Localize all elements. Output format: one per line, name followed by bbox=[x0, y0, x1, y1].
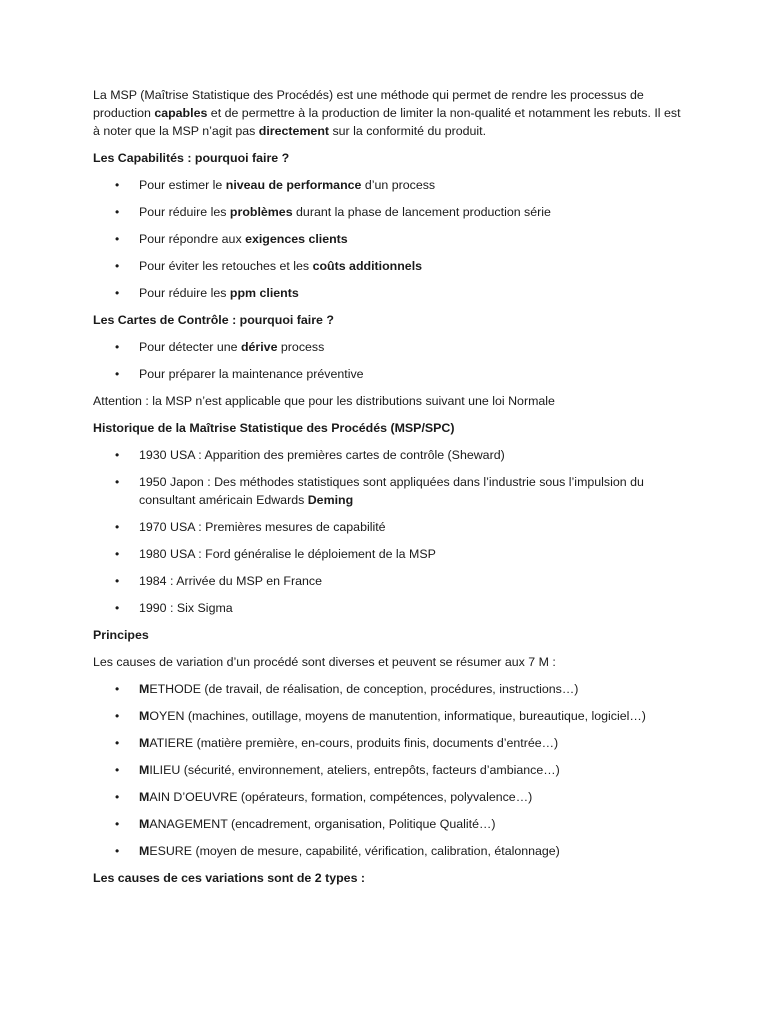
bullet-icon: • bbox=[115, 736, 120, 750]
list-item bbox=[93, 518, 683, 536]
capabilites-heading: Les Capabilités : pourquoi faire ? bbox=[93, 151, 290, 165]
list-item bbox=[93, 473, 683, 509]
list-item bbox=[93, 572, 683, 590]
principes-paragraph: Les causes de variation d’un procédé sont diverses et peuvent se résumer aux 7 M : bbox=[93, 655, 556, 669]
seven-m-list bbox=[93, 680, 683, 860]
text-run: La MSP (Maîtrise Statistique des Procédés) est une méthode qui permet de rendre les processus de production bbox=[93, 88, 644, 120]
bold-text: M bbox=[139, 709, 150, 723]
bold-text: M bbox=[139, 817, 150, 831]
bullet-icon: • bbox=[115, 763, 120, 777]
bullet-icon: • bbox=[115, 259, 120, 273]
list-item bbox=[93, 257, 683, 275]
list-item bbox=[93, 842, 683, 860]
text-run: d’un process bbox=[361, 178, 436, 192]
text-run: AIN D’OEUVRE (opérateurs, formation, compétences, polyvalence…) bbox=[149, 790, 533, 804]
text-run: 1930 USA : Apparition des premières cartes de contrôle (Sheward) bbox=[139, 448, 505, 462]
list-item bbox=[93, 599, 683, 617]
text-run: sur la conformité du produit. bbox=[329, 124, 487, 138]
bullet-icon: • bbox=[115, 547, 120, 561]
bold-text: M bbox=[139, 763, 150, 777]
list-item bbox=[93, 176, 683, 194]
list-item bbox=[93, 734, 683, 752]
list-item bbox=[93, 815, 683, 833]
bullet-icon: • bbox=[115, 475, 120, 489]
text-run: Pour réduire les bbox=[139, 286, 230, 300]
text-run: process bbox=[277, 340, 325, 354]
text-run: 1950 Japon : Des méthodes statistiques sont appliquées dans l’industrie sous l’impulsion du consultant américain Edwards bbox=[139, 475, 644, 507]
bullet-icon: • bbox=[115, 574, 120, 588]
bullet-icon: • bbox=[115, 682, 120, 696]
text-run: Pour préparer la maintenance préventive bbox=[139, 367, 364, 381]
list-item bbox=[93, 338, 683, 356]
text-run: Pour estimer le bbox=[139, 178, 226, 192]
bold-text: M bbox=[139, 844, 150, 858]
bold-text: problèmes bbox=[229, 205, 293, 219]
bold-text: coûts additionnels bbox=[312, 259, 423, 273]
list-item bbox=[93, 788, 683, 806]
bold-text: M bbox=[139, 736, 150, 750]
bullet-icon: • bbox=[115, 817, 120, 831]
bullet-icon: • bbox=[115, 205, 120, 219]
bullet-icon: • bbox=[115, 790, 120, 804]
bold-text: capables bbox=[154, 106, 208, 120]
list-item bbox=[93, 203, 683, 221]
list-item bbox=[93, 230, 683, 248]
bullet-icon: • bbox=[115, 844, 120, 858]
list-item bbox=[93, 707, 683, 725]
text-run: OYEN (machines, outillage, moyens de manutention, informatique, bureautique, logiciel…) bbox=[149, 709, 646, 723]
list-item bbox=[93, 680, 683, 698]
text-run: 1980 USA : Ford généralise le déploiement de la MSP bbox=[139, 547, 436, 561]
list-item bbox=[93, 545, 683, 563]
bold-text: dérive bbox=[240, 340, 278, 354]
text-run: ANAGEMENT (encadrement, organisation, Politique Qualité…) bbox=[149, 817, 496, 831]
cartes-list bbox=[93, 338, 683, 383]
text-run: 1984 : Arrivée du MSP en France bbox=[139, 574, 322, 588]
text-run: et de permettre à la production de limiter la non-qualité et notamment les rebuts. Il est à noter que la MSP n’agit pas bbox=[93, 106, 681, 138]
bullet-icon: • bbox=[115, 286, 120, 300]
principes-heading: Principes bbox=[93, 628, 149, 642]
document-body bbox=[93, 86, 683, 896]
text-run: ILIEU (sécurité, environnement, ateliers, entrepôts, facteurs d’ambiance…) bbox=[149, 763, 560, 777]
text-run: ATIERE (matière première, en-cours, produits finis, documents d’entrée…) bbox=[149, 736, 559, 750]
bold-text: ppm clients bbox=[229, 286, 299, 300]
list-item bbox=[93, 284, 683, 302]
text-run: 1990 : Six Sigma bbox=[139, 601, 233, 615]
intro-paragraph bbox=[93, 86, 683, 140]
list-item bbox=[93, 365, 683, 383]
text-run: Pour réduire les bbox=[139, 205, 230, 219]
list-item bbox=[93, 446, 683, 464]
text-run: ETHODE (de travail, de réalisation, de conception, procédures, instructions…) bbox=[149, 682, 579, 696]
bullet-icon: • bbox=[115, 448, 120, 462]
text-run: 1970 USA : Premières mesures de capabilité bbox=[139, 520, 386, 534]
text-run: durant la phase de lancement production série bbox=[292, 205, 551, 219]
causes-heading: Les causes de ces variations sont de 2 types : bbox=[93, 871, 366, 885]
bold-text: M bbox=[139, 682, 150, 696]
list-item bbox=[93, 761, 683, 779]
text-run: Pour répondre aux bbox=[139, 232, 246, 246]
text-run: Pour détecter une bbox=[139, 340, 241, 354]
bullet-icon: • bbox=[115, 709, 120, 723]
bold-text: niveau de performance bbox=[225, 178, 362, 192]
historique-list bbox=[93, 446, 683, 617]
text-run: Pour éviter les retouches et les bbox=[139, 259, 313, 273]
bullet-icon: • bbox=[115, 367, 120, 381]
bullet-icon: • bbox=[115, 178, 120, 192]
attention-paragraph: Attention : la MSP n’est applicable que pour les distributions suivant une loi Normale bbox=[93, 394, 555, 408]
bold-text: Deming bbox=[307, 493, 354, 507]
cartes-heading: Les Cartes de Contrôle : pourquoi faire ? bbox=[93, 313, 334, 327]
bullet-icon: • bbox=[115, 340, 120, 354]
text-run: ESURE (moyen de mesure, capabilité, vérification, calibration, étalonnage) bbox=[149, 844, 560, 858]
bold-text: M bbox=[139, 790, 150, 804]
bullet-icon: • bbox=[115, 601, 120, 615]
bold-text: exigences clients bbox=[245, 232, 348, 246]
bold-text: directement bbox=[258, 124, 330, 138]
bullet-icon: • bbox=[115, 232, 120, 246]
historique-heading: Historique de la Maîtrise Statistique des Procédés (MSP/SPC) bbox=[93, 421, 455, 435]
capabilites-list bbox=[93, 176, 683, 302]
bullet-icon: • bbox=[115, 520, 120, 534]
